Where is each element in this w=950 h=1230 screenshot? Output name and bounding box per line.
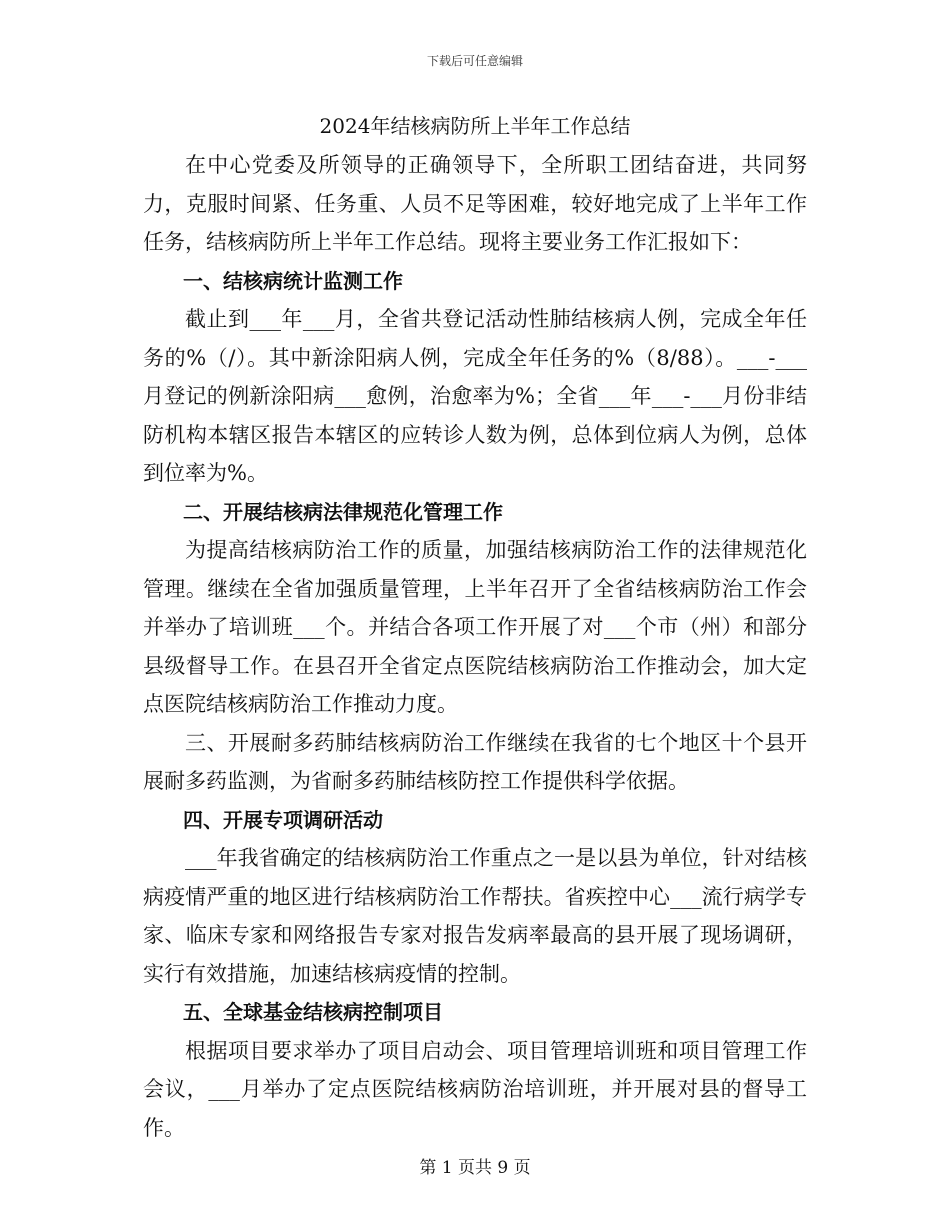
page-header-note: 下载后可任意编辑 [426,54,523,68]
section-4-heading: 四、开展专项调研活动 [183,807,383,832]
section-1-heading: 一、结核病统计监测工作 [183,268,403,293]
section-4-paragraph: ___年我省确定的结核病防治工作重点之一是以县为单位，针对结核病疫情严重的地区进行结核病防治工作帮扶。省疾控中心___流行病学专家、临床专家和网络报告专家对报告发病率最高的县开展了现场调研，实行有效措施，加速结核病疫情的控制。 [143,846,807,986]
intro-paragraph: 在中心党委及所领导的正确领导下，全所职工团结奋进，共同努力，克服时间紧、任务重、人员不足等困难，较好地完成了上半年工作任务，结核病防所上半年工作总结。现将主要业务工作汇报如下： [143,153,807,254]
section-5-heading: 五、全球基金结核病控制项目 [183,1000,443,1024]
section-2-heading: 二、开展结核病法律规范化管理工作 [183,499,503,524]
section-2-paragraph: 为提高结核病防治工作的质量，加强结核病防治工作的法律规范化管理。继续在全省加强质量管理，上半年召开了全省结核病防治工作会并举办了培训班___个。并结合各项工作开展了对___个市（州）和部分县级督导工作。在县召开全省定点医院结核病防治工作推动会，加大定点医院结核病防治工作推动力度。 [143,538,807,716]
section-5-paragraph: 根据项目要求举办了项目启动会、项目管理培训班和项目管理工作会议，___月举办了定点医院结核病防治培训班，并开展对县的督导工作。 [143,1038,807,1140]
document-body [143,106,807,1147]
page-number-footer: 第 1 页共 9 页 [419,1158,531,1178]
section-3-paragraph: 三、开展耐多药肺结核病防治工作继续在我省的七个地区十个县开展耐多药监测，为省耐多药肺结核防控工作提供科学依据。 [143,730,807,793]
section-1-paragraph: 截止到___年___月，全省共登记活动性肺结核病人例，完成全年任务的%（/）。其中新涂阳病人例，完成全年任务的%（8/88）。___-___月登记的例新涂阳病___愈例，治愈率为%；全省___年___-___月份非结防机构本辖区报告本辖区的应转诊人数为例，总体到位病人为例，总体到位率为%。 [143,307,807,485]
document-title: 2024年结核病防所上半年工作总结 [319,114,631,138]
